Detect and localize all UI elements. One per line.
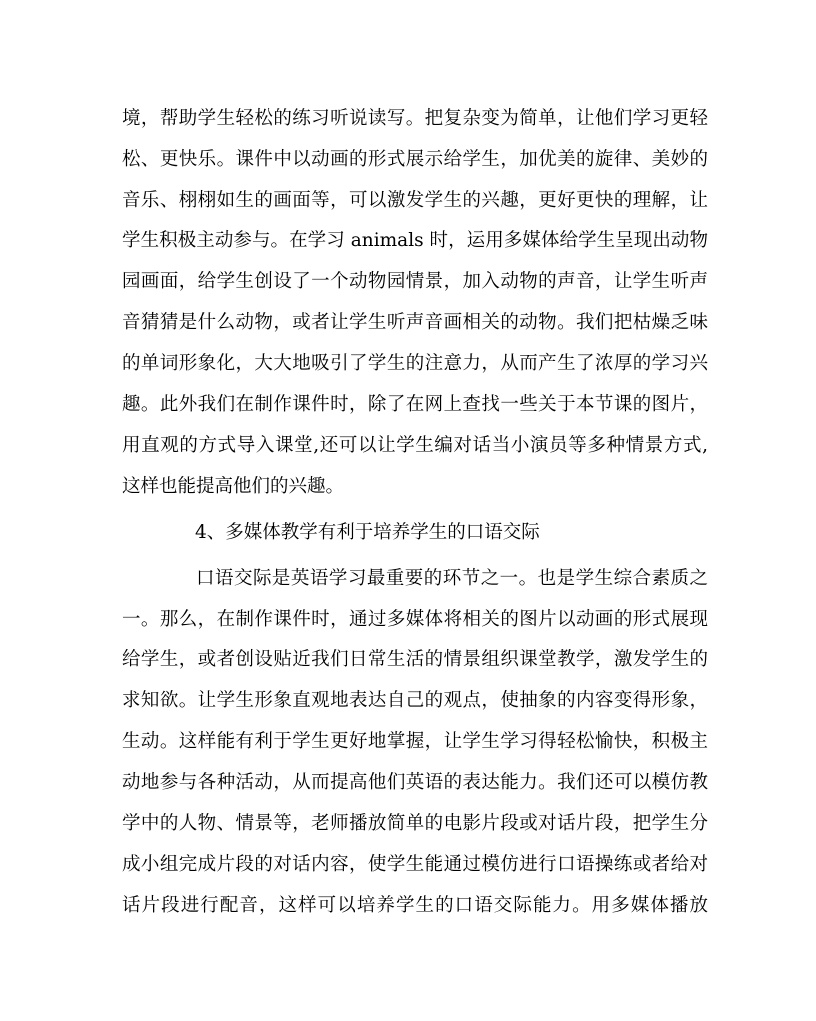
paragraph-line: 生动。这样能有利于学生更好地掌握，让学生学习得轻松愉快，积极主 <box>122 731 708 752</box>
paragraph-line: 的单词形象化，大大地吸引了学生的注意力，从而产生了浓厚的学习兴 <box>122 353 708 374</box>
paragraph-line: 音乐、栩栩如生的画面等，可以激发学生的兴趣，更好更快的理解，让 <box>122 190 708 211</box>
paragraph-line: 音猜猜是什么动物，或者让学生听声音画相关的动物。我们把枯燥乏味 <box>122 312 708 333</box>
paragraph-line: 这样也能提高他们的兴趣。 <box>122 476 345 497</box>
paragraph-line: 趣。此外我们在制作课件时，除了在网上查找一些关于本节课的图片， <box>122 394 708 415</box>
paragraph-line: 给学生，或者创设贴近我们日常生活的情景组织课堂教学，激发学生的 <box>122 649 708 670</box>
paragraph-line: 学生积极主动参与。在学习 animals 时，运用多媒体给学生呈现出动物 <box>122 230 708 251</box>
paragraph-line: 用直观的方式导入课堂,还可以让学生编对话当小演员等多种情景方式, <box>122 435 708 456</box>
paragraph-line: 学中的人物、情景等，老师播放简单的电影片段或对话片段，把学生分 <box>122 813 708 834</box>
paragraph-line: 境，帮助学生轻松的练习听说读写。把复杂变为简单，让他们学习更轻 <box>122 108 708 129</box>
paragraph-line: 动地参与各种活动，从而提高他们英语的表达能力。我们还可以模仿教 <box>122 772 708 793</box>
paragraph-line: 一。那么，在制作课件时，通过多媒体将相关的图片以动画的形式展现 <box>122 609 708 630</box>
paragraph-line: 成小组完成片段的对话内容，使学生能通过模仿进行口语操练或者给对 <box>122 854 708 875</box>
paragraph-line: 求知欲。让学生形象直观地表达自己的观点，使抽象的内容变得形象， <box>122 690 708 711</box>
section-heading: 4、多媒体教学有利于培养学生的口语交际 <box>195 522 540 543</box>
paragraph-line: 园画面，给学生创设了一个动物园情景，加入动物的声音，让学生听声 <box>122 271 708 292</box>
paragraph-line: 话片段进行配音，这样可以培养学生的口语交际能力。用多媒体播放 <box>122 895 708 916</box>
paragraph-line: 松、更快乐。课件中以动画的形式展示给学生，加优美的旋律、美妙的 <box>122 149 708 170</box>
paragraph-line: 口语交际是英语学习最重要的环节之一。也是学生综合素质之 <box>196 568 708 589</box>
